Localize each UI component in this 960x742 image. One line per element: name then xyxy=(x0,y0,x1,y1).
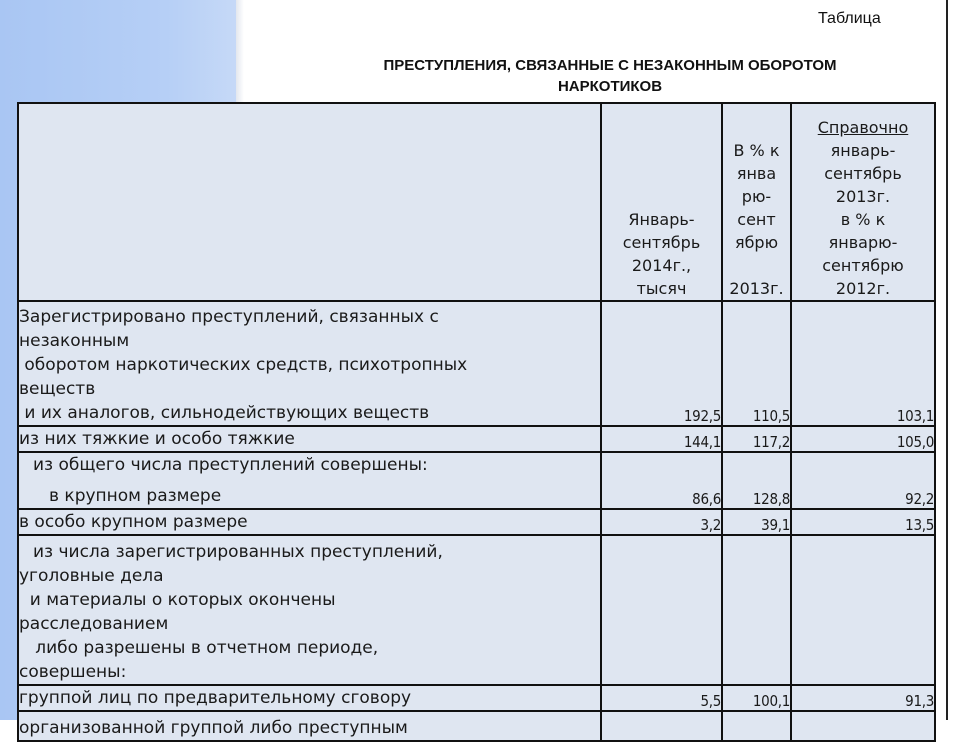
cell-value: 128,8 xyxy=(722,452,791,509)
row-label-completed-cases: из числа зарегистрированных преступлений, уголовные дела и материалы о которых окончены расследованием либо разрешены в отчетном периоде, совершены: xyxy=(18,535,601,685)
table-row xyxy=(18,426,935,452)
cell-value: 117,2 xyxy=(722,426,791,452)
title-line-1: ПРЕСТУПЛЕНИЯ, СВЯЗАННЫЕ С НЕЗАКОННЫМ ОБОРОТОМ xyxy=(383,57,837,74)
reference-link[interactable]: Справочно xyxy=(817,118,909,137)
table-caption: Таблица xyxy=(818,10,881,27)
cell-value: 13,5 xyxy=(791,509,935,535)
cell-value: 192,5 xyxy=(601,301,722,426)
cell-value: 86,6 xyxy=(601,452,722,509)
cell-value xyxy=(601,535,722,685)
header-empty-cell xyxy=(18,103,601,301)
table-row xyxy=(18,301,935,426)
cell-value: 3,2 xyxy=(601,509,722,535)
header-percent-2013: В % к янва рю- сент ябрю 2013г. xyxy=(722,103,791,301)
cell-value: 144,1 xyxy=(601,426,722,452)
table-row xyxy=(18,452,935,509)
table-row xyxy=(18,509,935,535)
cell-value xyxy=(791,535,935,685)
cell-value: 105,0 xyxy=(791,426,935,452)
row-label-large-size: из общего числа преступлений совершены: в крупном размере xyxy=(18,452,601,509)
cell-value: 39,1 xyxy=(722,509,791,535)
header-reference-2013: Справочно январь- сентябрь 2013г. в % к январю- сентябрю 2012г. xyxy=(791,103,935,301)
cell-value xyxy=(722,711,791,741)
crime-table xyxy=(17,102,936,742)
header-period-2014: Январь- сентябрь 2014г., тысяч xyxy=(601,103,722,301)
cell-value: 100,1 xyxy=(722,685,791,711)
row-label-especially-large: в особо крупном размере xyxy=(18,509,601,535)
cell-value xyxy=(791,711,935,741)
cell-value xyxy=(722,535,791,685)
row-label-grave: из них тяжкие и особо тяжкие xyxy=(18,426,601,452)
cell-value: 5,5 xyxy=(601,685,722,711)
page-title xyxy=(300,55,920,97)
cell-value: 92,2 xyxy=(791,452,935,509)
cell-value: 91,3 xyxy=(791,685,935,711)
cell-value: 103,1 xyxy=(791,301,935,426)
header-row xyxy=(18,103,935,301)
side-decoration-shadow xyxy=(236,0,244,110)
title-line-2: НАРКОТИКОВ xyxy=(557,78,663,95)
table-row xyxy=(18,685,935,711)
table-row xyxy=(18,711,935,741)
cell-value xyxy=(601,711,722,741)
row-label-organized-group: организованной группой либо преступным xyxy=(18,711,601,741)
cell-value: 110,5 xyxy=(722,301,791,426)
row-label-group-conspiracy: группой лиц по предварительному сговору xyxy=(18,685,601,711)
row-label-registered: Зарегистрировано преступлений, связанных с незаконным оборотом наркотических средств, психотропных веществ и их аналогов, сильнодействующих веществ xyxy=(18,301,601,426)
right-border-line xyxy=(946,0,948,720)
table-row xyxy=(18,535,935,685)
